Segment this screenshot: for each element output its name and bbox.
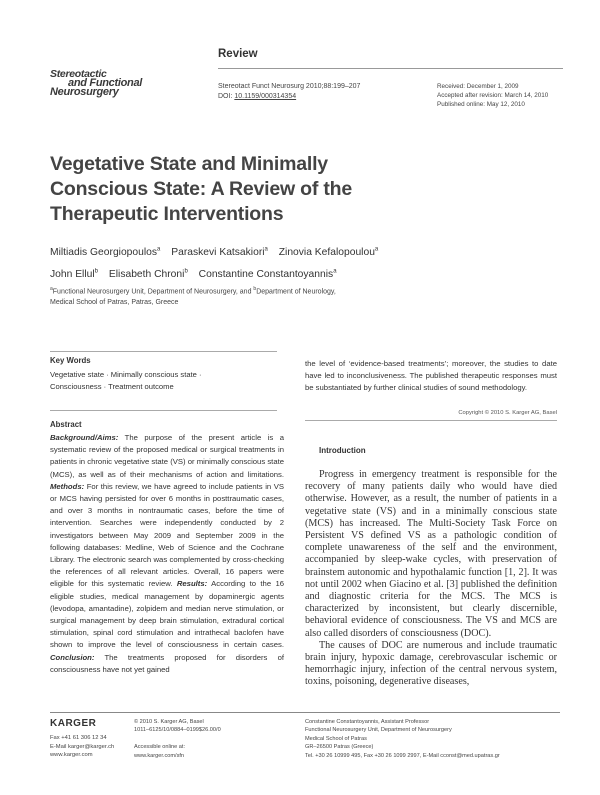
methods-label: Methods:	[50, 481, 85, 491]
section-label: Review	[218, 48, 258, 60]
author-name: Elisabeth Chroni	[108, 268, 185, 280]
author-name: John Ellul	[50, 268, 95, 280]
keywords-line: Consciousness · Treatment outcome	[50, 382, 174, 391]
affiliation-line-1	[50, 284, 410, 297]
author-affiliation-mark: a	[374, 247, 379, 253]
introduction-body	[305, 469, 557, 689]
logo-line-2: and Functional	[68, 77, 143, 89]
conclusion-label: Conclusion:	[50, 652, 95, 662]
publisher-website[interactable]: www.karger.com	[50, 752, 93, 759]
correspondent-unit: Functional Neurosurgery Unit, Department of Neurosurgery	[305, 727, 452, 734]
affiliation-a: Functional Neurosurgery Unit, Department of Neurosurgery, and	[52, 288, 254, 296]
author-affiliation-mark: a	[264, 247, 268, 253]
doi-line	[218, 92, 360, 102]
abstract-divider	[50, 410, 277, 411]
author-name: Miltiadis Georgiopoulos	[50, 247, 158, 259]
logo-line-1: Stereotactic	[50, 68, 107, 80]
publisher-email[interactable]: E-Mail karger@karger.ch	[50, 743, 115, 750]
methods-text: For this review, we have agreed to include patients in VS or MCS having persisted for over 6 months in posttraumatic cases, and over 3 months in nontraumatic cases, before the time of intervention. Searches were independently conducted by 2 investigators between May 2009 and September 2009 in the following databases: Medline, Web of Science and the Cochrane Library. The electronic search was complemented by cross-checking the references of all relevant articles. Overall, 16 papers were eligible for this systematic review.	[50, 481, 284, 589]
keywords-text	[50, 369, 277, 393]
authors-line-2	[50, 262, 570, 283]
publisher-contact	[50, 734, 114, 760]
journal-logo	[50, 70, 170, 97]
title-line: Therapeutic Interventions	[50, 203, 284, 225]
author-affiliation-mark: a	[157, 247, 161, 253]
affiliation-b: Department of Neurology,	[256, 288, 336, 296]
publisher-fax: Fax +41 61 306 12 34	[50, 735, 107, 741]
author	[109, 269, 188, 280]
author	[279, 247, 379, 258]
article-dates	[437, 82, 548, 109]
author-affiliation-mark: b	[184, 268, 188, 275]
keywords-divider	[50, 351, 277, 352]
affiliation-mark-a: a	[50, 286, 53, 292]
introduction-paragraph: The causes of DOC are numerous and include traumatic brain injury, hypoxic damage, cerebrovascular ischemic or hemorrhagic injury, infection of the central nervous system, toxins, poisoning, degenerative diseases,	[305, 639, 557, 688]
introduction-heading: Introduction	[319, 446, 366, 455]
affiliations	[50, 284, 410, 308]
spacer	[134, 735, 221, 743]
abstract-continued: the level of ‘evidence-based treatments’; moreover, the studies to date have led to inconclusiveness. The published therapeutic responses must be substantiated by further clinical studies of sound methodology.	[305, 359, 557, 393]
author	[50, 247, 160, 258]
author-name: Zinovia Kefalopoulou	[278, 247, 375, 259]
citation-text: Stereotact Funct Neurosurg 2010;88:199–207	[218, 83, 361, 90]
article-title	[50, 152, 520, 227]
online-label: Accessible online at:	[134, 744, 185, 751]
author-list	[50, 241, 570, 284]
published-date: Published online: May 12, 2010	[437, 101, 525, 108]
authors-line-1	[50, 241, 570, 262]
keywords-heading: Key Words	[50, 356, 91, 365]
citation-block	[218, 82, 360, 102]
author-affiliation-mark: b	[94, 268, 98, 275]
correspondent-city: GR–26500 Patras (Greece)	[305, 744, 374, 751]
introduction-paragraph: Progress in emergency treatment is responsible for the recovery of many patients daily who would have died otherwise. However, as a result, the number of patients in a vegetative state (VS) and in a minimally conscious state (MCS) has increased. The Multi-Society Task Force on Persistent VS defined VS as a pathologic condition of complete unawareness of the self and the environment, accompanied by sleep-wake cycles, with preservation of brainstem autonomic and hypothalamic function [1, 2]. It was not until 2002 when Giacino et al. [3] published the definition and diagnostic criteria for the MCS. The MCS is characterized by inconsistent, but clearly discernible, behavioral evidence of consciousness. The VS and MCS are also called disorders of consciousness (DOC).	[305, 469, 557, 639]
received-date: Received: December 1, 2009	[437, 83, 519, 90]
copyright-notice: Copyright © 2010 S. Karger AG, Basel	[458, 410, 557, 416]
header-divider	[218, 68, 563, 69]
conclusion-text: The treatments proposed for disorders of consciousness have not yet gained	[50, 652, 284, 674]
abstract-end-divider	[305, 420, 557, 421]
results-label: Results:	[176, 579, 208, 589]
author	[171, 247, 268, 258]
correspondent-contact: Tel. +30 26 10999 495, Fax +30 26 1099 2997, E-Mail cconst@med.upatras.gr	[305, 752, 500, 759]
author	[50, 269, 98, 280]
footer-divider	[50, 712, 560, 713]
correspondence-address	[305, 718, 565, 760]
publication-code: 1011–6125/10/0884–0199$26.00/0	[134, 727, 221, 734]
publication-info	[134, 718, 221, 760]
background-label: Background/Aims:	[50, 433, 119, 442]
accepted-date: Accepted after revision: March 14, 2010	[437, 92, 549, 99]
title-line: Vegetative State and Minimally	[50, 153, 328, 175]
correspondent-name: Constantine Constantoyannis, Assistant Professor	[305, 719, 430, 725]
affiliation-mark-b: b	[253, 286, 257, 292]
author-name: Paraskevi Katsakiori	[171, 247, 265, 259]
keywords-line: Vegetative state · Minimally conscious state ·	[50, 370, 202, 379]
author	[199, 269, 337, 280]
doi-prefix: DOI:	[218, 93, 235, 100]
publisher-logo: KARGER	[50, 718, 97, 729]
publication-copyright: © 2010 S. Karger AG, Basel	[134, 719, 204, 725]
background-text: The purpose of the present article is a systematic review of the proposed medical or surgical treatments in patients in chronic vegetative state (VS) or minimally conscious state (MCS), as well as of their mechanisms of action and limitations.	[50, 433, 284, 479]
author-affiliation-mark: a	[333, 268, 337, 275]
doi-link[interactable]: 10.1159/000314354	[234, 93, 297, 100]
abstract-text	[50, 432, 284, 676]
affiliation-line-2: Medical School of Patras, Patras, Greece	[50, 299, 179, 307]
correspondent-school: Medical School of Patras	[305, 735, 367, 742]
online-url[interactable]: www.karger.com/sfn	[134, 752, 185, 759]
abstract-heading: Abstract	[50, 420, 82, 429]
logo-line-3: Neurosurgery	[50, 86, 119, 98]
author-name: Constantine Constantoyannis	[198, 268, 334, 280]
title-line: Conscious State: A Review of the	[50, 178, 353, 200]
results-text: According to the 16 eligible studies, medical management by dopaminergic agents (levodopa, amantadine), zolpidem and median nerve stimulation, or surgical management by deep brain stimulation, extradural cortical stimulation, spinal cord stimulation and intrathecal baclofen have shown to improve the level of consciousness in certain cases.	[50, 579, 285, 650]
